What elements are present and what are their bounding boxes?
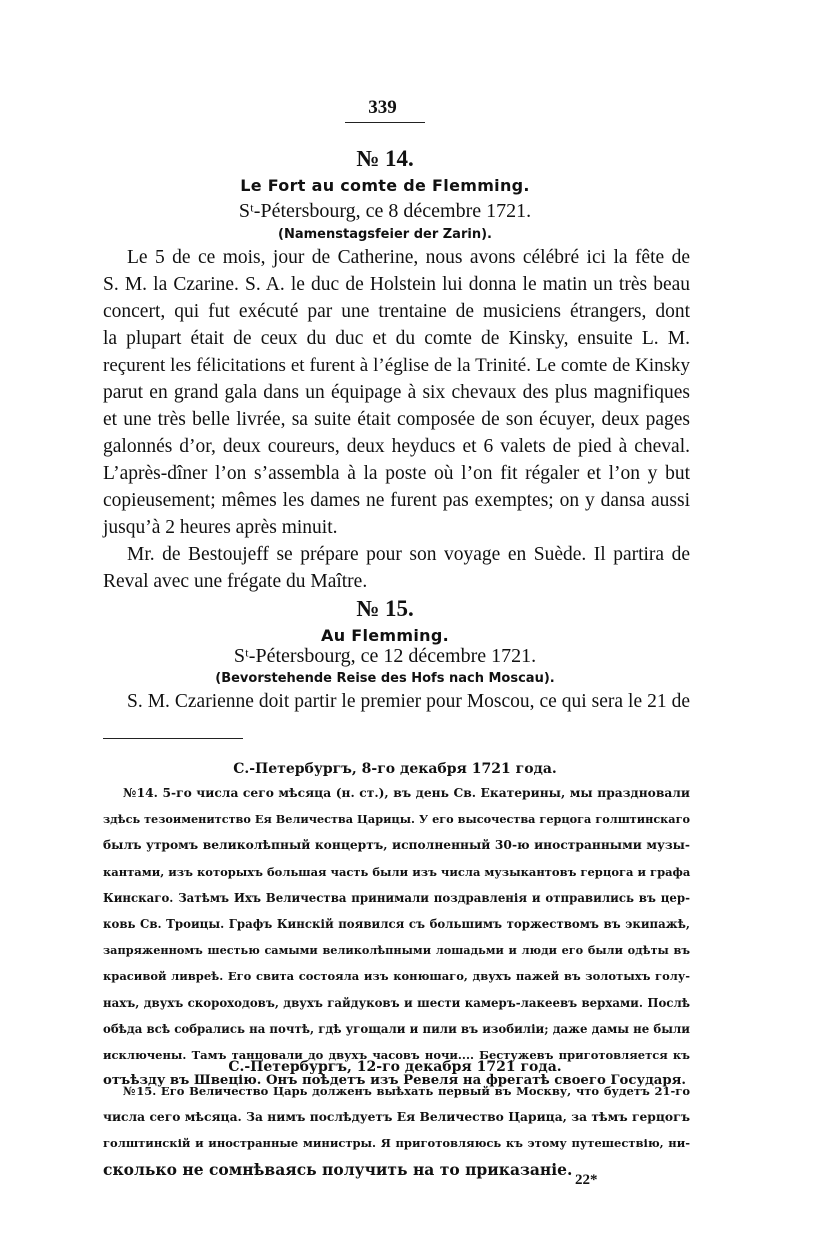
footnote-14-heading: С.-Петербургъ, 8-го декабря 1721 года. xyxy=(233,761,557,777)
text-line: нахъ, двухъ скороходовъ, двухъ гайдуковъ и шести камеръ-лакеевъ верхами. Послѣ xyxy=(103,995,690,1010)
letter-14-heading: Le Fort au comte de Flemming. xyxy=(240,176,530,195)
text-line: ковь Св. Троицы. Графъ Кинскій появился съ большимъ торжествомъ въ экипажѣ, xyxy=(103,916,690,931)
text-line: былъ утромъ великолѣпный концертъ, исполненный 30-ю иностранными музы- xyxy=(103,837,690,853)
text-line: сколько не сомнѣваясь получить на то приказаніе. xyxy=(103,1159,573,1179)
letter-15-paragraph-1 xyxy=(103,688,690,715)
footnote-rule xyxy=(103,738,243,739)
text-line: красивой ливреѣ. Его свита состояла изъ конюшаго, двухъ пажей въ золотыхъ голу- xyxy=(103,969,690,984)
letter-15-place-date: Sᵗ-Pétersbourg, ce 12 décembre 1721. xyxy=(233,645,537,667)
letter-15-subtitle: (Bevorstehende Reise des Hofs nach Moscau). xyxy=(215,671,555,686)
letter-15-number: № 15. xyxy=(356,596,414,621)
letter-14-paragraph-1 xyxy=(103,244,690,541)
text-line: №15. Его Величество Царь долженъ выѣхать первый въ Москву, что будетъ 21-го xyxy=(123,1084,690,1098)
text-line: L’après-dîner l’on s’assembla à la poste où l’on fit régaler et l’on y but xyxy=(103,463,690,484)
letter-14-subtitle: (Namenstagsfeier der Zarin). xyxy=(278,227,492,242)
text-line: Le 5 de ce mois, jour de Catherine, nous avons célébré ici la fête de xyxy=(127,247,690,268)
text-line: reçurent les félicitations et furent à l’église de la Trinité. Le comte de Kinsky xyxy=(103,355,690,376)
text-line: голштинскій и иностранные министры. Я приготовляюсь къ этому путешествію, ни- xyxy=(103,1136,690,1151)
letter-14-place-date: Sᵗ-Pétersbourg, ce 8 décembre 1721. xyxy=(238,200,532,222)
letter-14-number: № 14. xyxy=(356,146,414,171)
text-line: №14. 5-го числа сего мѣсяца (н. ст.), въ день Св. Екатерины, мы праздновали xyxy=(123,785,690,800)
text-line: copieusement; mêmes les dames ne furent pas exemptes; on y dansa aussi xyxy=(103,490,690,511)
text-line: отъѣзду въ Швецію. Онъ поѣдетъ изъ Ревеля на фрегатѣ своего Государя. xyxy=(103,1073,687,1089)
text-line: la plupart était de ceux du duc et du comte de Kinsky, ensuite L. M. xyxy=(103,328,690,349)
text-line: исключены. Тамъ танцовали до двухъ часовъ ночи.... Бестужевъ приготовляется къ xyxy=(103,1047,690,1062)
text-line: S. M. la Czarine. S. A. le duc de Holstein lui donna le matin un très beau xyxy=(103,274,690,295)
text-line: числа сего мѣсяца. За нимъ послѣдуетъ Ея Величество Царица, за тѣмъ герцогъ xyxy=(103,1109,690,1125)
signature-mark: 22* xyxy=(575,1172,598,1188)
text-line: S. M. Czarienne doit partir le premier pour Moscou, ce qui sera le 21 de xyxy=(127,691,690,712)
text-line: обѣда всѣ собрались на почтѣ, гдѣ угощали и пили въ изобиліи; даже дамы не были xyxy=(103,1021,690,1036)
text-line: concert, qui fut exécuté par une trentaine de musiciens étrangers, dont xyxy=(103,301,690,322)
page-number: 339 xyxy=(368,97,397,118)
text-line: Reval avec une frégate du Maître. xyxy=(103,571,368,592)
text-line: запряженномъ шестью самыми великолѣпными лошадьми и люди его были одѣты въ xyxy=(103,943,690,958)
text-line: Mr. de Bestoujeff se prépare pour son voyage en Suède. Il partira de xyxy=(127,544,690,565)
footnote-14-text xyxy=(103,780,690,1094)
text-line: кантами, изъ которыхъ большая часть были изъ числа музыкантовъ герцога и графа xyxy=(103,864,691,879)
page-number-rule xyxy=(345,122,425,123)
letter-14-paragraph-2 xyxy=(103,541,690,595)
text-line: jusqu’à 2 heures après minuit. xyxy=(103,517,338,538)
text-line: et une très belle livrée, sa suite était composée de son écuyer, deux pages xyxy=(103,409,690,430)
footnote-15-heading: С.-Петербургъ, 12-го декабря 1721 года. xyxy=(228,1059,562,1075)
letter-15-heading: Au Flemming. xyxy=(321,626,449,645)
text-line: galonnés d’or, deux coureurs, deux heyducs et 6 valets de pied à cheval. xyxy=(103,436,690,457)
footnote-15-text xyxy=(103,1078,690,1183)
text-line: здѣсь тезоименитство Ея Величества Царицы. У его высочества герцога голштинскаго xyxy=(103,812,690,827)
text-line: parut en grand gala dans un équipage à six chevaux des plus magnifiques xyxy=(103,382,690,403)
text-line: Кинскаго. Затѣмъ Ихъ Величества принимали поздравленія и отправились въ цер- xyxy=(103,890,690,905)
